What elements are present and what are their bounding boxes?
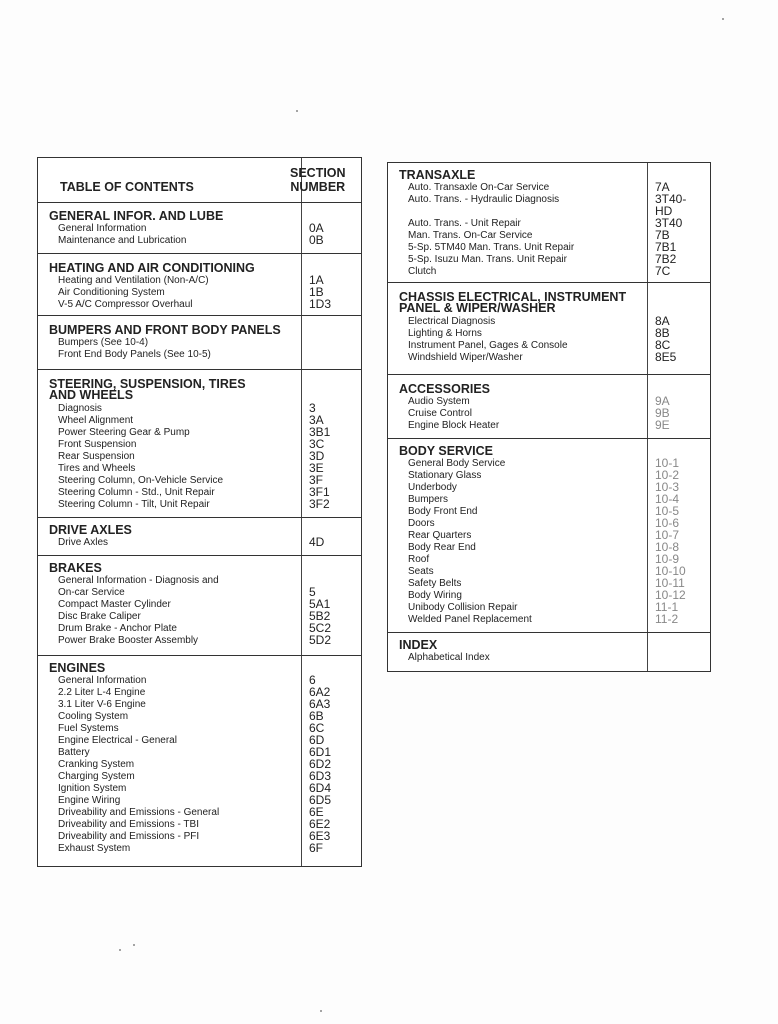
toc-entry: Power Brake Booster Assembly [58,635,199,646]
section-number: 10-6 [655,516,680,530]
toc-entry: Heating and Ventilation (Non-A/C) [58,275,209,286]
section-number: 5B2 [309,609,331,623]
toc-right-column [387,162,711,672]
toc-entry: Wheel Alignment [58,415,134,426]
section-number: 10-4 [655,492,680,506]
toc-entry: Alphabetical Index [408,652,490,663]
section-title: ENGINES [49,661,106,675]
toc-section [38,556,361,656]
toc-entry: Engine Electrical - General [58,735,177,746]
section-title: BUMPERS AND FRONT BODY PANELS [49,323,281,337]
toc-title: TABLE OF CONTENTS [60,180,194,194]
toc-entry: Roof [408,554,430,565]
toc-entry: Fuel Systems [58,723,119,734]
toc-entry: Body Wiring [408,590,462,601]
toc-entry: Rear Quarters [408,530,472,541]
section-number: 0B [309,233,324,247]
toc-entry: Doors [408,518,435,529]
toc-entry: Steering Column - Tilt, Unit Repair [58,499,210,510]
toc-section [388,633,710,671]
toc-entry: Rear Suspension [58,451,135,462]
section-title: DRIVE AXLES [49,523,132,537]
section-number: 10-11 [655,576,685,590]
section-number: 9A [655,394,670,408]
section-number: 1A [309,273,324,287]
section-title: PANEL & WIPER/WASHER [399,301,556,315]
toc-entry: 5-Sp. 5TM40 Man. Trans. Unit Repair [408,242,575,253]
section-title: INDEX [399,638,438,652]
scan-speck [133,944,135,946]
section-number: 6 [309,673,316,687]
section-number: 10-1 [655,456,680,470]
section-number: 7B2 [655,252,677,266]
section-number: 10-10 [655,564,686,578]
toc-section [388,375,710,439]
section-number: 5D2 [309,633,332,647]
section-number: 6D4 [309,781,332,795]
toc-entry: Underbody [408,482,457,493]
toc-entry: Lighting & Horns [408,328,482,339]
section-number: 9B [655,406,670,420]
toc-entry: Power Steering Gear & Pump [58,427,190,438]
toc-entry: Air Conditioning System [58,287,165,298]
toc-entry: 3.1 Liter V-6 Engine [58,699,146,710]
section-number: 1B [309,285,324,299]
section-number: 9E [655,418,670,432]
toc-entry: Electrical Diagnosis [408,316,496,327]
section-number: 6C [309,721,325,735]
toc-entry: Engine Block Heater [408,420,500,431]
toc-entry: Body Front End [408,506,478,517]
section-number: 10-7 [655,528,680,542]
section-number: 8E5 [655,350,677,364]
toc-entry: General Body Service [408,458,506,469]
toc-entry: Battery [58,747,90,758]
toc-entry: Compact Master Cylinder [58,599,171,610]
toc-header [38,158,361,203]
section-number: 5 [309,585,316,599]
section-number: 7B [655,228,670,242]
section-title: BODY SERVICE [399,444,494,458]
section-title: STEERING, SUSPENSION, TIRES [49,377,246,391]
toc-entry: Bumpers [408,494,449,505]
toc-entry: Steering Column, On-Vehicle Service [58,475,224,486]
toc-section [38,316,361,370]
toc-entry: Safety Belts [408,578,462,589]
toc-entry: Windshield Wiper/Washer [408,352,523,363]
toc-entry: Drive Axles [58,537,109,548]
scan-speck [119,949,121,951]
section-number: 3T40 [655,216,683,230]
section-number: 6D3 [309,769,332,783]
section-number: 6D5 [309,793,332,807]
section-number: 10-8 [655,540,680,554]
section-number: 5C2 [309,621,332,635]
toc-section [38,656,361,866]
toc-entry: Instrument Panel, Gages & Console [408,340,568,351]
toc-entry: 2.2 Liter L-4 Engine [58,687,146,698]
section-title: ACCESSORIES [399,382,490,396]
toc-entry: Drum Brake - Anchor Plate [58,623,177,634]
toc-entry: Unibody Collision Repair [408,602,518,613]
toc-entry: Audio System [408,396,470,407]
section-number: 6B [309,709,324,723]
toc-entry: Steering Column - Std., Unit Repair [58,487,215,498]
toc-entry: Front Suspension [58,439,137,450]
toc-section [38,202,361,254]
section-number: 3F [309,473,324,487]
section-number: 3D [309,449,325,463]
toc-entry: General Information [58,675,147,686]
toc-entry: Auto. Trans. - Unit Repair [408,218,521,229]
toc-entry: Maintenance and Lubrication [58,235,187,246]
section-number: 6D2 [309,757,332,771]
toc-section [38,370,361,518]
toc-section [38,254,361,316]
toc-entry: Cooling System [58,711,129,722]
section-number: 6A2 [309,685,331,699]
section-number: 0A [309,221,324,235]
toc-entry: Exhaust System [58,843,131,854]
toc-section [38,518,361,556]
toc-entry: Man. Trans. On-Car Service [408,230,533,241]
section-title: TRANSAXLE [399,168,476,182]
section-title: HEATING AND AIR CONDITIONING [49,261,255,275]
section-number: 6E2 [309,817,331,831]
toc-entry: Welded Panel Replacement [408,614,532,625]
section-number: 6E3 [309,829,331,843]
toc-entry: Cruise Control [408,408,472,419]
toc-entry: Front End Body Panels (See 10-5) [58,349,211,360]
toc-entry: Ignition System [58,783,127,794]
section-number: 11-2 [655,612,679,626]
section-number: 3A [309,413,324,427]
toc-section [388,439,710,633]
section-number: 10-5 [655,504,680,518]
toc-entry: General Information [58,223,147,234]
toc-entry: Disc Brake Caliper [58,611,141,622]
section-number: 8B [655,326,670,340]
section-number: 3F1 [309,485,330,499]
toc-entry: Cranking System [58,759,135,770]
section-number: 7B1 [655,240,677,254]
toc-entry: On-car Service [58,587,125,598]
toc-entry: Diagnosis [58,403,102,414]
section-number: 3F2 [309,497,330,511]
section-number: 6A3 [309,697,331,711]
toc-entry: Driveability and Emissions - General [58,807,220,818]
scan-speck [296,110,298,112]
section-title: GENERAL INFOR. AND LUBE [49,209,224,223]
section-number: 4D [309,535,325,549]
toc-entry: Clutch [408,266,437,277]
toc-entry: Engine Wiring [58,795,121,806]
section-number: 1D3 [309,297,332,311]
toc-entry: Charging System [58,771,135,782]
toc-entry: Bumpers (See 10-4) [58,337,149,348]
toc-entry: Auto. Transaxle On-Car Service [408,182,550,193]
toc-left-column [37,157,362,867]
section-number: 8A [655,314,670,328]
toc-entry: Driveability and Emissions - PFI [58,831,200,842]
section-number: 3C [309,437,325,451]
section-number-header: SECTION NUMBER [290,166,346,194]
section-title: CHASSIS ELECTRICAL, INSTRUMENT [399,290,627,304]
section-number: 3E [309,461,324,475]
section-number: 11-1 [655,600,679,614]
toc-entry: V-5 A/C Compressor Overhaul [58,299,193,310]
toc-entry: General Information - Diagnosis and [58,575,219,586]
section-number: 6D [309,733,325,747]
section-number: 7A [655,180,670,194]
section-number: 8C [655,338,671,352]
toc-entry: Body Rear End [408,542,476,553]
section-number: 10-3 [655,480,680,494]
section-number: 10-9 [655,552,680,566]
toc-section [388,283,710,375]
toc-entry: Seats [408,566,434,577]
toc-entry: 5-Sp. Isuzu Man. Trans. Unit Repair [408,254,567,265]
section-number: 10-2 [655,468,680,482]
toc-section [388,163,710,283]
section-number: 3B1 [309,425,331,439]
section-number: 6F [309,841,324,855]
section-title: BRAKES [49,561,102,575]
section-number: 7C [655,264,671,278]
section-number: HD [655,204,673,218]
section-number: 10-12 [655,588,686,602]
section-number: 3 [309,401,316,415]
section-number: 5A1 [309,597,331,611]
section-title: AND WHEELS [49,388,134,402]
toc-entry: Stationary Glass [408,470,482,481]
section-number: 3T40- [655,192,687,206]
toc-entry: Auto. Trans. - Hydraulic Diagnosis [408,194,560,205]
scan-speck [722,18,724,20]
toc-entry: Driveability and Emissions - TBI [58,819,199,830]
toc-entry: Tires and Wheels [58,463,136,474]
section-number: 6E [309,805,324,819]
section-number: 6D1 [309,745,332,759]
scan-speck [320,1010,322,1012]
